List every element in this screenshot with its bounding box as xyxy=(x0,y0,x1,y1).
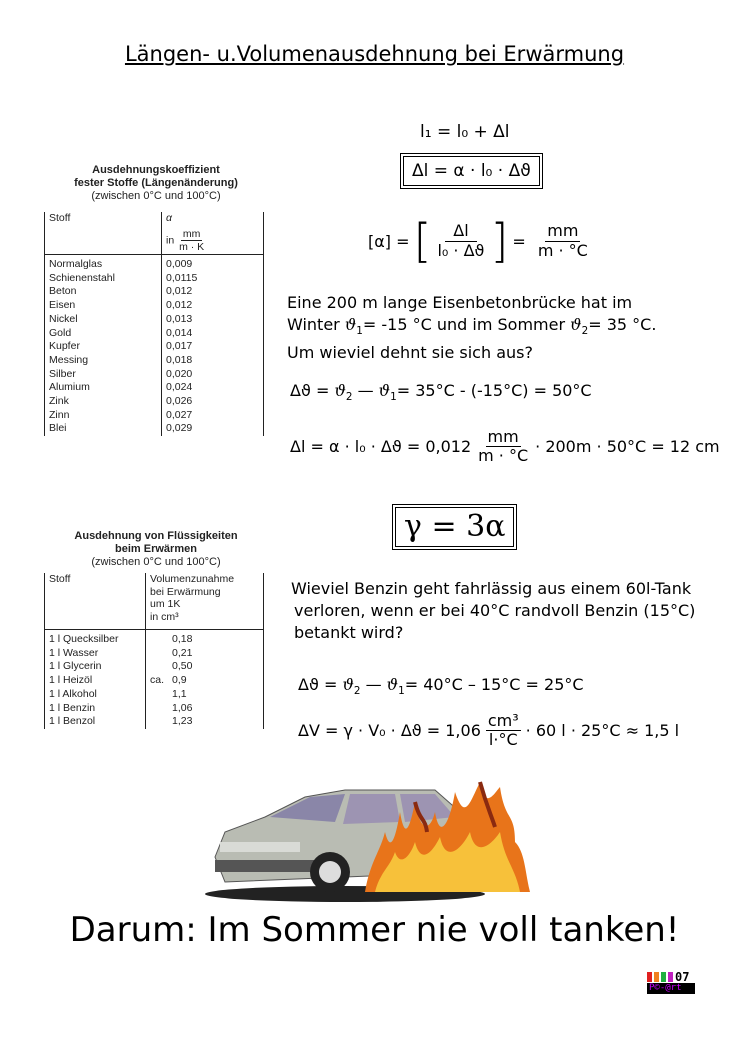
bracket-right: ] xyxy=(490,214,509,268)
logo-bar xyxy=(668,972,673,982)
problem2-text xyxy=(291,578,695,644)
caption-line: fester Stoffe (Längenänderung) xyxy=(74,177,238,189)
theta-symbol: ϑ xyxy=(386,675,399,694)
header-stoff: Stoff xyxy=(45,212,162,255)
unit-num: mm xyxy=(182,227,201,240)
problem2-calc1: $\Delta ϑ = ϑ_2$ — $ϑ_1= 40^\circ C - 15^\circ C = 25^\circ C$ xyxy=(298,675,584,698)
volume-value: 0,50 xyxy=(172,660,193,673)
alpha-value: 0,012 xyxy=(162,285,264,299)
volume-value: 1,06 xyxy=(172,701,193,714)
theta-symbol: ϑ xyxy=(334,381,346,400)
liquids-table-block xyxy=(44,530,268,729)
problem1-calc1: $\Delta ϑ = ϑ_2$ — $ϑ_1= 35^\circ C - (-15^\circ C) = 50^\circ C$ xyxy=(290,381,592,404)
material-name: Eisen xyxy=(45,299,162,313)
calc-rest: · 60 l · 25°C ≈ 1,5 l xyxy=(525,721,680,741)
frac-den: l·°C xyxy=(488,730,518,750)
logo-year: 07 xyxy=(675,969,690,984)
van-bumper xyxy=(215,860,315,872)
material-name: Schienenstahl xyxy=(45,272,162,286)
table-row xyxy=(45,660,264,674)
formula-gamma: γ = 3α xyxy=(395,507,514,547)
theta-symbol: ϑ xyxy=(378,381,391,400)
volume-value-cell xyxy=(146,660,264,674)
volume-value-cell xyxy=(146,630,264,647)
liquid-name: 1 l Wasser xyxy=(45,647,146,661)
problem-line xyxy=(287,314,656,342)
volume-value-cell xyxy=(146,647,264,661)
table-row xyxy=(45,285,264,299)
calc-rest: · 200m · 50°C = 12 cm xyxy=(535,437,720,457)
frac-num: Δl xyxy=(445,222,476,241)
formula-alpha-unit xyxy=(368,214,590,268)
table-row xyxy=(45,340,264,354)
volume-value-cell xyxy=(146,702,264,716)
problem-line: verloren, wenn er bei 40°C randvoll Benzin (15°C) xyxy=(294,601,696,620)
text: = -15 °C und im Sommer xyxy=(362,315,571,334)
problem1-calc2 xyxy=(290,428,720,466)
table-row xyxy=(45,647,264,661)
header-line: in cm³ xyxy=(150,610,179,623)
burning-van-illustration xyxy=(195,772,545,907)
volume-value: 0,9 xyxy=(172,674,187,687)
liquid-name: 1 l Heizöl xyxy=(45,674,146,688)
alpha-value: 0,0115 xyxy=(162,272,264,286)
table-row xyxy=(45,272,264,286)
calc-lhs: Δϑ = xyxy=(290,381,335,400)
bracket-left: [ xyxy=(413,214,432,268)
liquids-table xyxy=(44,573,264,729)
table-row xyxy=(45,688,264,702)
unit-in: in xyxy=(166,234,175,247)
caption-line: (zwischen 0°C und 100°C) xyxy=(91,190,221,202)
van-window xyxy=(343,794,400,824)
problem1-text xyxy=(287,292,656,364)
table-row xyxy=(45,327,264,341)
liquid-name: 1 l Quecksilber xyxy=(45,630,146,647)
caption-line: beim Erwärmen xyxy=(115,543,197,555)
logo-bar xyxy=(654,972,659,982)
calc-rest: = 35°C - (-15°C) = 50°C xyxy=(396,381,592,400)
calc-lhs: Δl = α · l₀ · Δϑ = 0,012 xyxy=(290,437,472,457)
table-row xyxy=(45,313,264,327)
volume-value-cell xyxy=(146,674,264,688)
alpha-value: 0,018 xyxy=(162,354,264,368)
problem2-calc2 xyxy=(298,712,679,750)
theta-symbol: ϑ xyxy=(570,315,582,334)
page-title xyxy=(0,42,749,66)
theta-symbol: ϑ xyxy=(342,675,354,694)
logo-text: P©-@rt xyxy=(647,983,695,994)
calc-lhs: Δϑ = xyxy=(298,675,343,694)
problem-line: Um wieviel dehnt sie sich aus? xyxy=(287,343,533,363)
table-header-row xyxy=(45,573,264,630)
frac-num: cm³ xyxy=(487,711,519,730)
formula-delta-l: Δl = α · l₀ · Δϑ xyxy=(403,156,540,186)
alpha-value: 0,024 xyxy=(162,381,264,395)
van-headlights xyxy=(220,842,300,852)
formula-length-sum: l₁ = l₀ + Δl xyxy=(420,122,510,142)
material-name: Alumium xyxy=(45,381,162,395)
alpha-symbol: α xyxy=(166,212,172,224)
table-row xyxy=(45,630,264,647)
formula-delta-l-box xyxy=(400,153,543,189)
alpha-value: 0,017 xyxy=(162,340,264,354)
alpha-value: 0,026 xyxy=(162,395,264,409)
alpha-unit-fraction xyxy=(435,222,486,260)
unit-den: m · K xyxy=(179,240,205,253)
calc-rest: = 40°C – 15°C = 25°C xyxy=(404,675,584,694)
header-alpha xyxy=(162,212,264,255)
alpha-unit-result xyxy=(536,222,590,260)
value-prefix: ca. xyxy=(150,674,165,687)
logo-bar xyxy=(661,972,666,982)
slogan: Darum: Im Sommer nie voll tanken! xyxy=(69,910,680,950)
subscript: 1 xyxy=(356,325,363,338)
volume-value-cell xyxy=(146,715,264,729)
volume-value: 0,21 xyxy=(172,646,193,659)
liquid-name: 1 l Glycerin xyxy=(45,660,146,674)
volume-value: 1,23 xyxy=(172,715,193,728)
alpha-value: 0,013 xyxy=(162,313,264,327)
material-name: Zink xyxy=(45,395,162,409)
subscript: 2 xyxy=(345,391,353,404)
frac-num: mm xyxy=(487,427,519,446)
caption-line: Ausdehnung von Flüssigkeiten xyxy=(74,530,238,542)
table-header-row xyxy=(45,212,264,255)
frac-den: m · °C xyxy=(478,446,529,466)
problem-line: Eine 200 m lange Eisenbetonbrücke hat im xyxy=(287,293,633,312)
material-name: Zinn xyxy=(45,409,162,423)
table-row xyxy=(45,255,264,272)
table-row xyxy=(45,299,264,313)
caption-line: Ausdehnungskoeffizient xyxy=(92,164,220,176)
alpha-value: 0,014 xyxy=(162,327,264,341)
alpha-value: 0,027 xyxy=(162,409,264,423)
material-name: Nickel xyxy=(45,313,162,327)
frac-den: m · °C xyxy=(537,240,588,260)
caption-line: (zwischen 0°C und 100°C) xyxy=(91,556,221,568)
volume-value: 0,18 xyxy=(172,633,193,645)
van-hubcap xyxy=(319,861,341,883)
author-logo xyxy=(647,970,699,994)
material-name: Silber xyxy=(45,368,162,382)
table-row xyxy=(45,354,264,368)
subscript: 2 xyxy=(353,685,361,698)
calc-lhs: ΔV = γ · V₀ · Δϑ = 1,06 xyxy=(298,721,481,741)
solids-table-block xyxy=(44,164,268,436)
header-stoff: Stoff xyxy=(45,573,146,630)
subscript: 1 xyxy=(390,391,397,404)
material-name: Gold xyxy=(45,327,162,341)
solids-table xyxy=(44,212,264,436)
page-title-text: Längen- u.Volumenausdehnung bei Erwärmung xyxy=(124,42,625,66)
liquid-name: 1 l Benzol xyxy=(45,715,146,729)
material-name: Beton xyxy=(45,285,162,299)
table-row xyxy=(45,409,264,423)
subscript: 2 xyxy=(581,325,589,338)
text: Winter xyxy=(287,315,345,334)
problem-line: Wieviel Benzin geht fahrlässig aus einem 60l-Tank xyxy=(291,579,692,598)
volume-value: 1,1 xyxy=(172,687,187,700)
material-name: Kupfer xyxy=(45,340,162,354)
table-row xyxy=(45,395,264,409)
alpha-value: 0,029 xyxy=(162,422,264,436)
material-name: Messing xyxy=(45,354,162,368)
logo-bar xyxy=(647,972,652,982)
problem-line: betankt wird? xyxy=(294,623,404,642)
theta-symbol: ϑ xyxy=(344,315,357,334)
text: = 35 °C. xyxy=(588,315,657,334)
alpha-unit-eq: = xyxy=(512,231,526,251)
header-volume xyxy=(146,573,264,630)
calc-fraction xyxy=(476,428,530,466)
material-name: Blei xyxy=(45,422,162,436)
alpha-value: 0,020 xyxy=(162,368,264,382)
liquid-name: 1 l Benzin xyxy=(45,702,146,716)
volume-value-cell xyxy=(146,688,264,702)
liquid-name: 1 l Alkohol xyxy=(45,688,146,702)
subscript: 1 xyxy=(398,685,405,698)
table-row xyxy=(45,368,264,382)
alpha-value: 0,012 xyxy=(162,299,264,313)
frac-num: mm xyxy=(547,221,579,241)
header-line: um 1K xyxy=(150,598,181,610)
alpha-unit-lhs: [α] = xyxy=(368,231,410,251)
solids-table-caption xyxy=(44,164,268,203)
liquids-table-caption xyxy=(44,530,268,569)
material-name: Normalglas xyxy=(45,255,162,272)
header-line: bei Erwärmung xyxy=(150,585,221,598)
unit-fraction xyxy=(177,228,206,253)
alpha-value: 0,009 xyxy=(162,255,264,272)
table-row xyxy=(45,674,264,688)
header-line: Volumenzunahme xyxy=(150,573,235,585)
van-window xyxy=(400,794,455,822)
table-row xyxy=(45,715,264,729)
table-row xyxy=(45,422,264,436)
table-row xyxy=(45,702,264,716)
logo-top xyxy=(647,970,699,983)
table-row xyxy=(45,381,264,395)
calc-fraction xyxy=(486,712,521,750)
formula-gamma-box xyxy=(392,504,517,550)
frac-den: l₀ · Δϑ xyxy=(437,240,485,260)
